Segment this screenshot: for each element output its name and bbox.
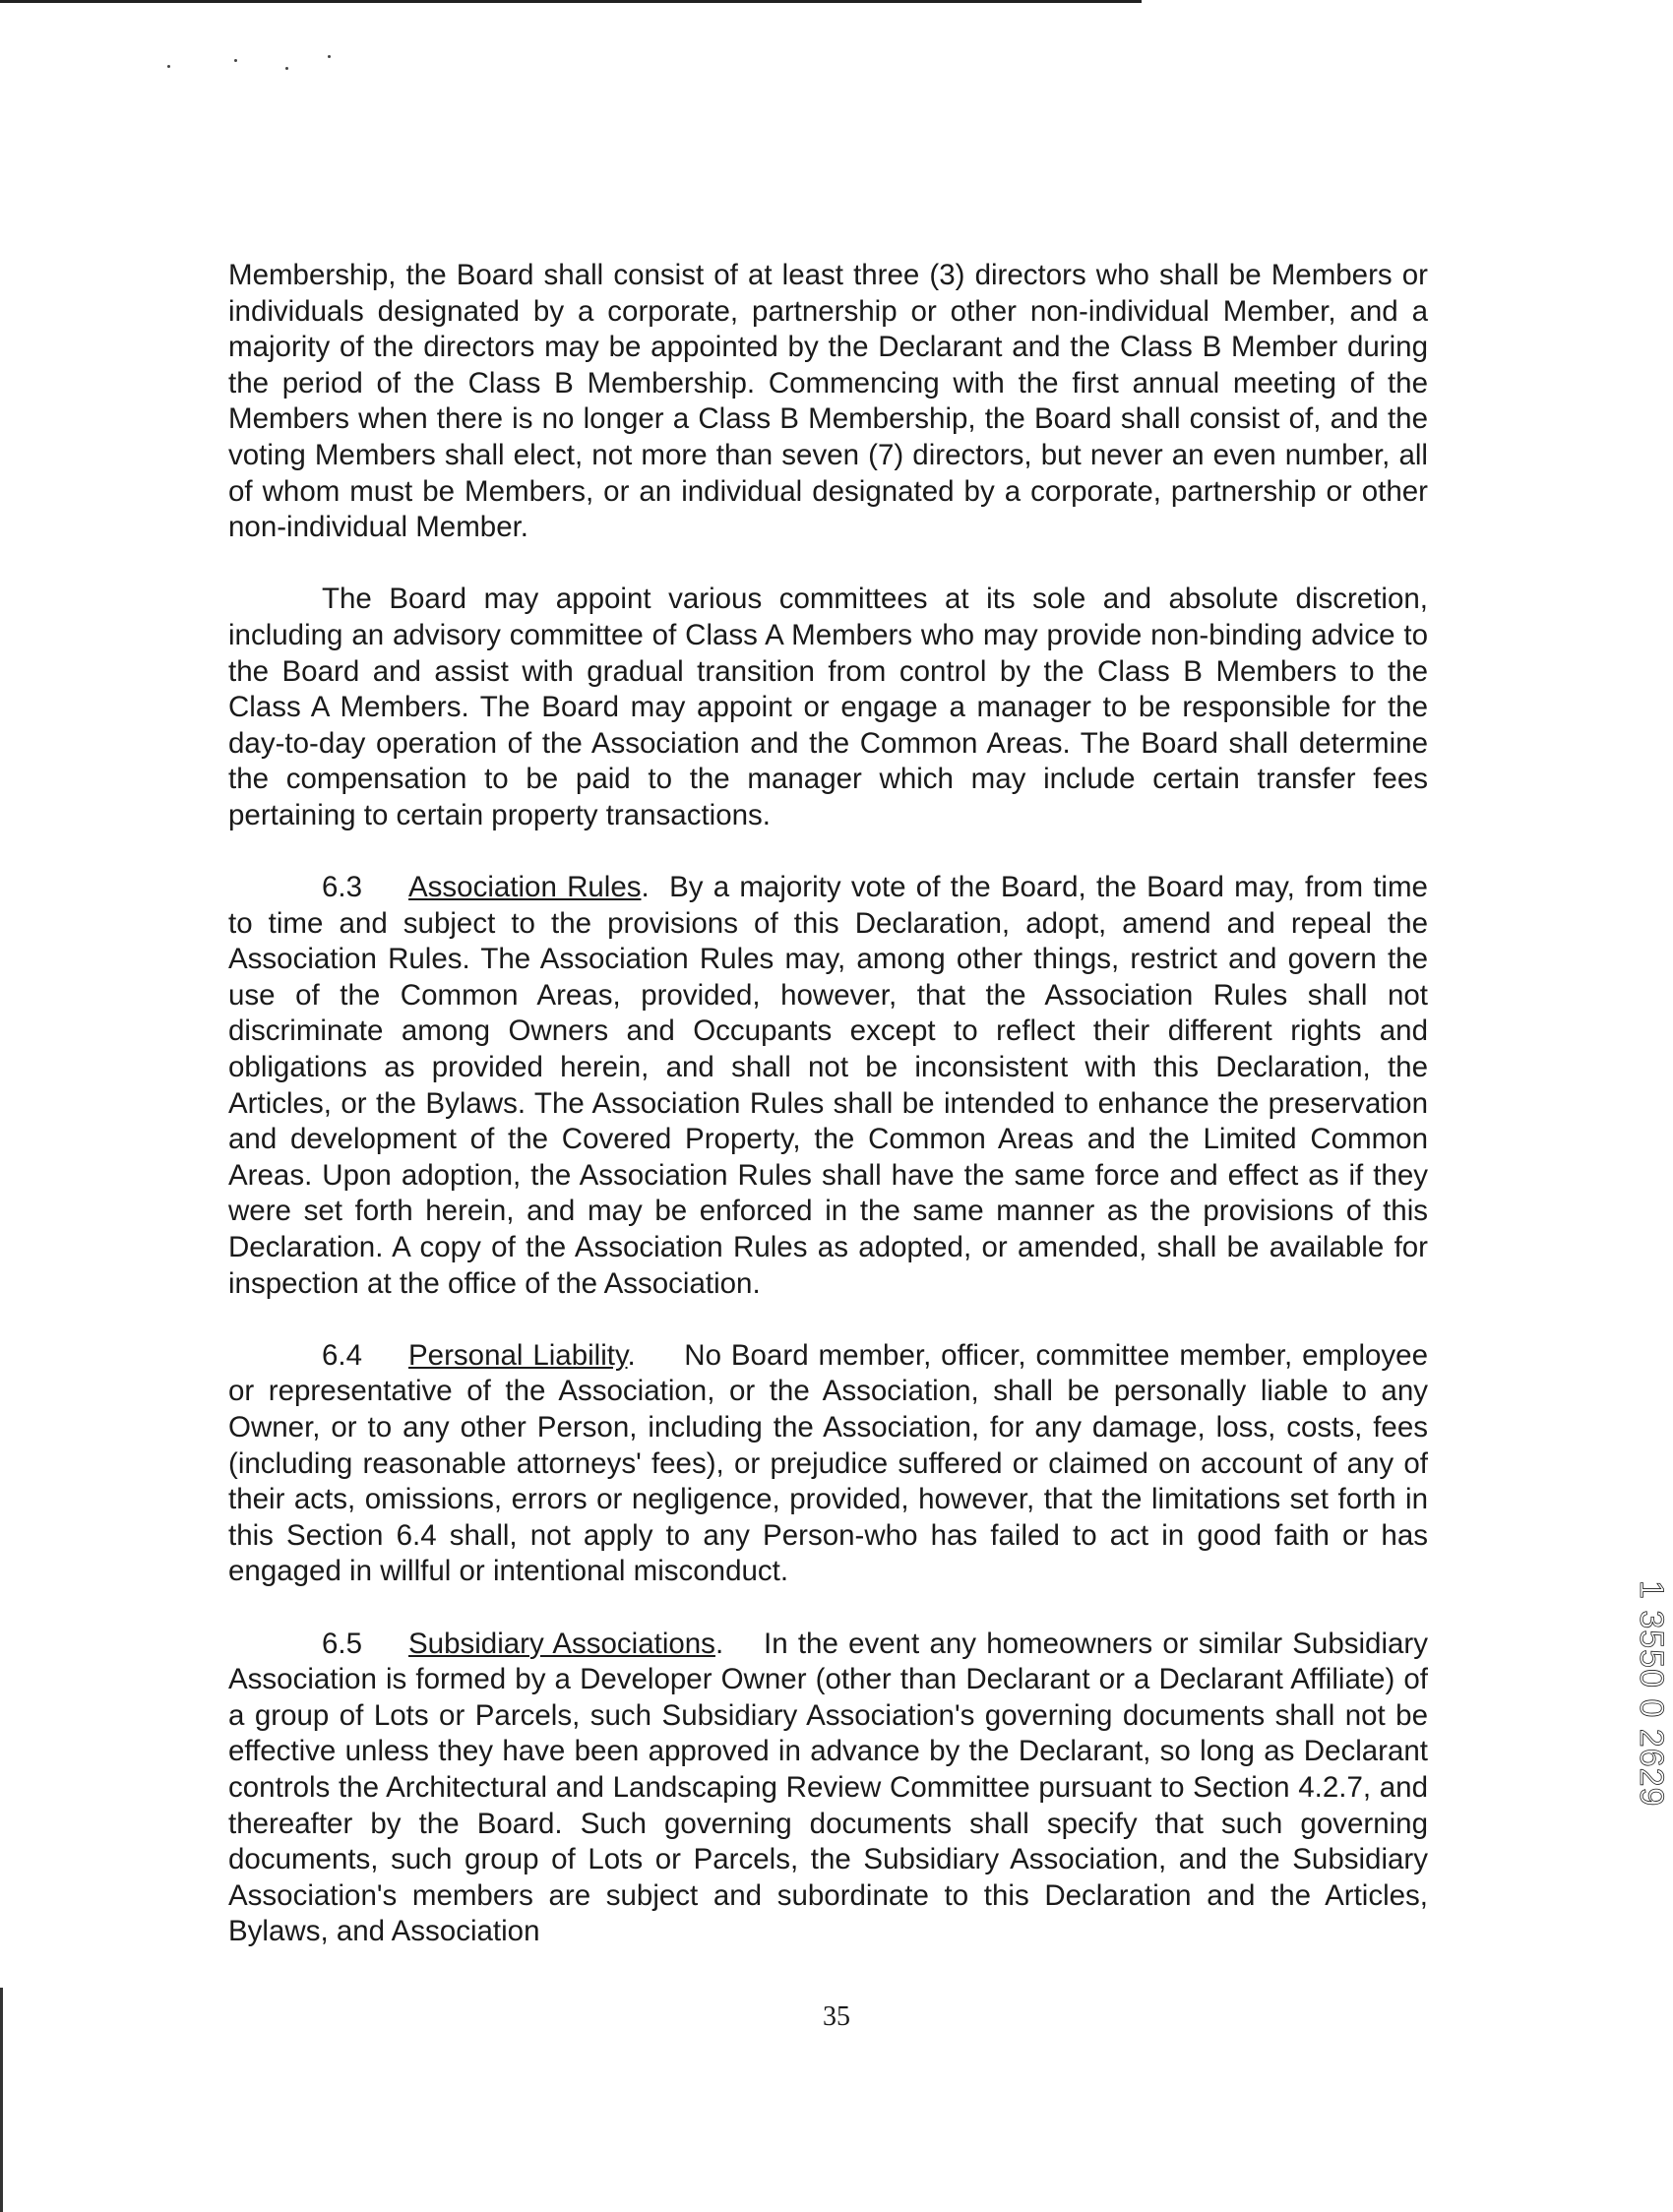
recording-number-stamp: 1 3550 0 2629 [1633,1580,1670,1808]
section-title: Subsidiary Associations [408,1627,715,1660]
section-title: Association Rules [408,871,642,904]
scan-specks [167,55,344,75]
section-body: In the event any homeowners or similar Subsidiary Association is formed by a Developer Owner (other than Declarant or a Declarant Affiliate) of a group of Lots or Parcels, such Subsidiary Association's governing documents shall not be effective unless they have been approved in advance by the Declarant, so long as Declarant controls the Architectural and Landscaping Review Committee pursuant to Section 4.2.7, and thereafter by the Board. Such governing documents shall specify that such governing documents, such group of Lots or Parcels, the Subsidiary Association, and the Subsidiary Association's members are subject and subordinate to this Declaration and the Articles, Bylaws, and Association [228,1627,1428,1948]
section-number: 6.5 [322,1627,363,1660]
section-6-3 [228,870,1428,1302]
section-body: No Board member, officer, committee member, employee or representative of the Association, or the Association, shall be personally liable to any Owner, or to any other Person, including the Association, for any damage, loss, costs, fees (including reasonable attorneys' fees), or prejudice suffered or claimed on account of any of their acts, omissions, errors or negligence, provided, however, that the limitations set forth in this Section 6.4 shall, not apply to any Person-who has failed to act in good faith or has engaged in willful or intentional misconduct. [228,1338,1428,1588]
document-body [228,258,1428,1987]
section-number: 6.4 [322,1338,363,1372]
section-title-punct: . [627,1338,636,1372]
section-title-punct: . [714,1627,724,1660]
section-body: By a majority vote of the Board, the Board may, from time to time and subject to the provisions of this Declaration, adopt, amend and repeal the Association Rules. The Association Rules may, among other things, restrict and govern the use of the Common Areas, provided, however, that the Association Rules shall not discriminate among Owners and Occupants except to reflect their different rights and obligations as provided herein, and shall not be inconsistent with this Declaration, the Articles, or the Bylaws. The Association Rules shall be intended to enhance the preservation and development of the Covered Property, the Common Areas and the Limited Common Areas. Upon adoption, the Association Rules shall have the same force and effect as if they were set forth herein, and may be enforced in the same manner as the provisions of this Declaration. A copy of the Association Rules as adopted, or amended, shall be available for inspection at the office of the Association. [228,871,1428,1300]
section-6-5 [228,1627,1428,1950]
paragraph-committees: The Board may appoint various committees at its sole and absolute discretion, including an advisory committee of Class A Members who may provide non-binding advice to the Board and assist with gradual transition from control by the Class B Members to the Class A Members. The Board may appoint or engage a manager to be responsible for the day-to-day operation of the Association and the Common Areas. The Board shall determine the compensation to be paid to the manager which may include certain transfer fees pertaining to certain property transactions. [228,583,1428,831]
section-title: Personal Liability [408,1338,628,1372]
page-number: 35 [823,2001,850,2032]
paragraph-board-composition: Membership, the Board shall consist of at least three (3) directors who shall be Members or individuals designated by a corporate, partnership or other non-individual Member, and a majority of the directors may be appointed by the Declarant and the Class B Member during the period of the Class B Membership. Commencing with the first annual meeting of the Members when there is no longer a Class B Membership, the Board shall consist of, and the voting Members shall elect, not more than seven (7) directors, but never an even number, all of whom must be Members, or an individual designated by a corporate, partnership or other non-individual Member. [228,259,1428,544]
section-title-punct: . [641,871,650,904]
section-number: 6.3 [322,871,363,904]
section-6-4 [228,1338,1428,1590]
top-edge-rule [0,0,1142,3]
